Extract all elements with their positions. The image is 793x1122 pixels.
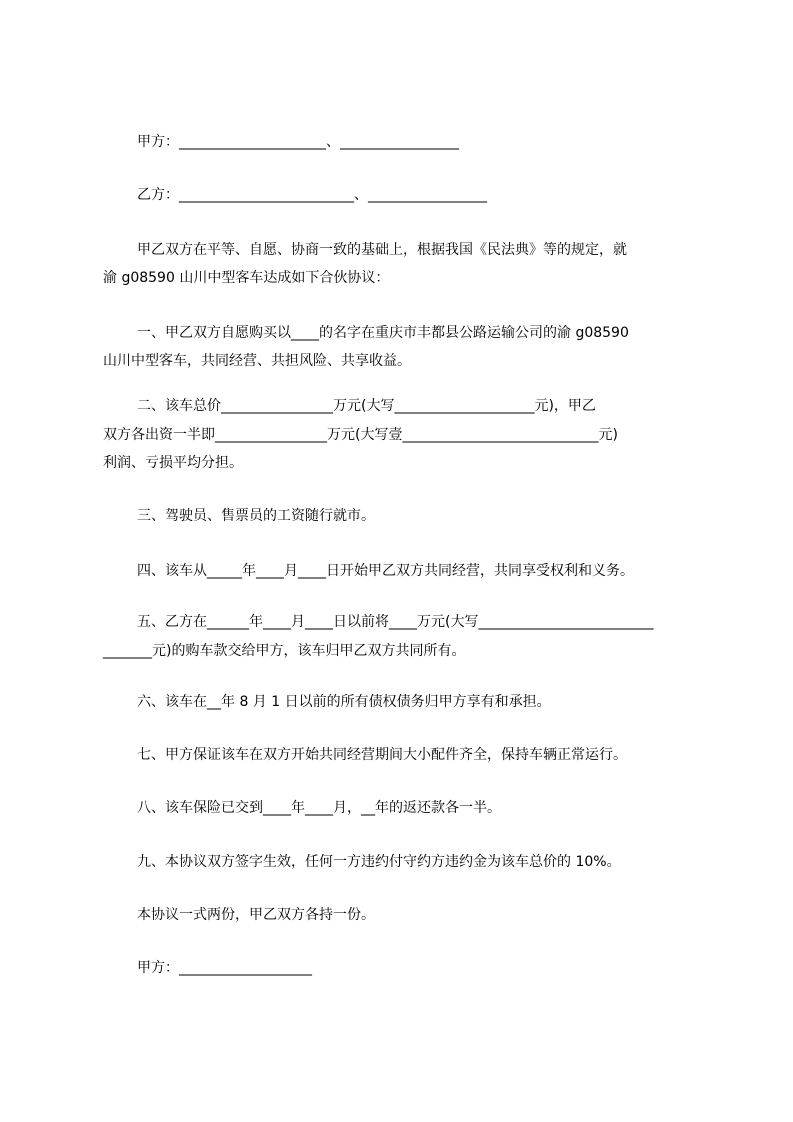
clause-3: 三、驾驶员、售票员的工资随行就市。	[137, 508, 375, 524]
copies-statement: 本协议一式两份，甲乙双方各持一份。	[137, 907, 375, 923]
clause-5-line-2: _______元)的购车款交给甲方，该车归甲乙双方共同所有。	[103, 643, 466, 659]
clause-6: 六、该车在__年 8 月 1 日以前的所有债权债务归甲方享有和承担。	[137, 694, 551, 710]
clause-2-line-1: 二、该车总价________________万元(大写____________________元)，甲乙	[137, 398, 596, 414]
clause-2-line-3: 利润、亏损平均分担。	[103, 455, 243, 471]
party-b-line: 乙方：_________________________、_________________	[137, 187, 487, 203]
clause-1-line-2: 山川中型客车，共同经营、共担风险、共享收益。	[103, 353, 411, 369]
preamble-line-2: 渝 g08590 山川中型客车达成如下合伙协议：	[103, 270, 390, 286]
clause-4: 四、该车从_____年____月____日开始甲乙双方共同经营，共同享受权利和义务。	[137, 563, 634, 579]
party-a-line: 甲方：_____________________、_________________	[137, 134, 459, 150]
clause-2-line-2: 双方各出资一半即________________万元(大写壹____________________________元)	[103, 427, 618, 443]
clause-8: 八、该车保险已交到____年____月，__年的返还款各一半。	[137, 800, 501, 816]
clause-5-line-1: 五、乙方在______年____月____日以前将____万元(大写_________________________	[137, 614, 654, 630]
clause-7: 七、甲方保证该车在双方开始共同经营期间大小配件齐全，保持车辆正常运行。	[137, 747, 627, 763]
preamble-line-1: 甲乙双方在平等、自愿、协商一致的基础上，根据我国《民法典》等的规定，就	[137, 242, 627, 258]
clause-9: 九、本协议双方签字生效，任何一方违约付守约方违约金为该车总价的 10%。	[137, 854, 621, 870]
clause-1-line-1: 一、甲乙双方自愿购买以____的名字在重庆市丰都县公路运输公司的渝 g08590	[137, 325, 629, 341]
signature-party-a: 甲方：___________________	[137, 960, 312, 976]
